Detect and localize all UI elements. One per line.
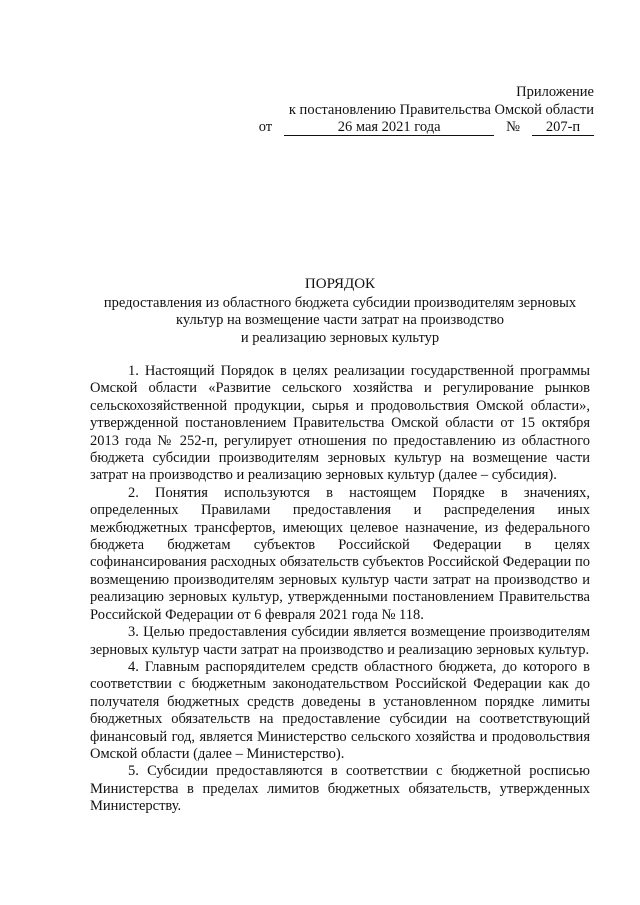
appendix-resolution-ref: к постановлению Правительства Омской области	[288, 101, 594, 118]
title-line-1: предоставления из областного бюджета субсидии производителям зерновых	[103, 294, 577, 311]
document-body	[90, 363, 590, 816]
paragraph-3: 3. Целью предоставления субсидии является возмещение производителям зерновых культур части затрат на производство и реализацию зерновых культур.	[90, 624, 590, 658]
appendix-date-line	[259, 119, 594, 137]
paragraph-5: 5. Субсидии предоставляются в соответствии с бюджетной росписью Министерства в пределах лимитов бюджетных обязательств, утвержденных Министерству.	[90, 763, 590, 815]
paragraph-1: 1. Настоящий Порядок в целях реализации государственной программы Омской области «Развитие сельского хозяйства и регулирование рынков сельскохозяйственной продукции, сырья и продовольствия Омской области», утвержденной постановлением Правительства Омской области от 15 октября 2013 года № 252-п, регулирует отношения по предоставлению из областного бюджета субсидии производителям зерновых культур на возмещение части затрат на производство и реализацию зерновых культур (далее – субсидия).	[90, 363, 590, 484]
resolution-date: 26 мая 2021 года	[284, 120, 494, 136]
resolution-number: 207-п	[532, 120, 594, 136]
appendix-header	[259, 84, 594, 137]
paragraph-2: 2. Понятия используются в настоящем Порядке в значениях, определенных Правилами предоставления и распределения иных межбюджетных трансфертов, имеющих целевое назначение, из федерального бюджета бюджетам субъектов Российской Федерации в целях софинансирования расходных обязательств субъектов Российской Федерации по возмещению производителям зерновых культур части затрат на производство и реализацию зерновых культур, утвержденными постановлением Правительства Российской Федерации от 6 февраля 2021 года № 118.	[90, 484, 590, 623]
number-label: №	[506, 119, 520, 135]
title-line-2: культур на возмещение части затрат на производство	[176, 312, 504, 328]
title-line-3: и реализацию зерновых культур	[240, 329, 440, 346]
appendix-label: Приложение	[516, 84, 594, 100]
title-heading: ПОРЯДОК	[304, 276, 376, 292]
document-title	[90, 276, 590, 347]
paragraph-4: 4. Главным распорядителем средств областного бюджета, до которого в соответствии с бюджетным законодательством Российской Федерации как до получателя бюджетных средств доведены в установленном порядке лимиты бюджетных обязательств на предоставление субсидии на соответствующий финансовый год, является Министерство сельского хозяйства и продовольствия Омской области (далее – Министерство).	[90, 658, 590, 762]
from-label: от	[258, 119, 273, 135]
